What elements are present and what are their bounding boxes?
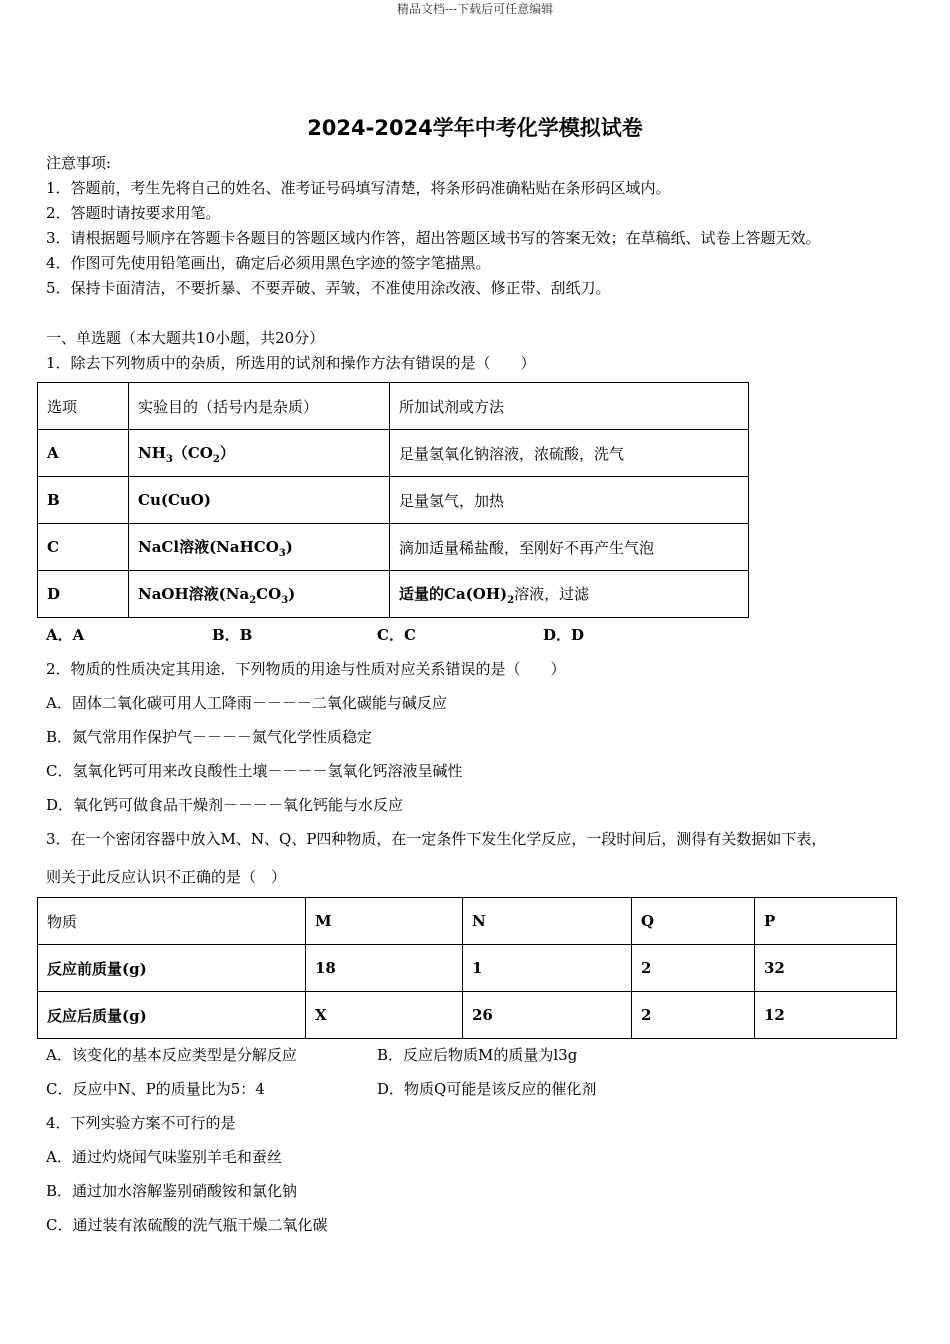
method-cell: 足量氢氧化钠溶液，浓硫酸，洗气 bbox=[390, 430, 749, 477]
table-header-row bbox=[38, 383, 749, 430]
answer-option[interactable]: A．通过灼烧闻气味鉴别羊毛和蚕丝 bbox=[46, 1148, 282, 1166]
table-row bbox=[38, 945, 897, 992]
table-cell: 26 bbox=[463, 992, 632, 1039]
answer-option[interactable]: D．D bbox=[543, 626, 585, 644]
method-cell: 适量的$Ca(OH)_2$溶液，过滤 bbox=[390, 571, 749, 618]
question-3-table bbox=[37, 897, 897, 1039]
table-cell: 1 bbox=[463, 945, 632, 992]
answer-option[interactable]: C．C bbox=[377, 626, 416, 644]
question-2-stem: 2．物质的性质决定其用途．下列物质的用途与性质对应关系错误的是（ ） bbox=[46, 660, 566, 678]
option-cell: B bbox=[38, 477, 129, 524]
target-cell: $NH_3(CO_2)$ bbox=[129, 430, 390, 477]
target-cell: Cu(CuO) bbox=[129, 477, 390, 524]
page-title: 2024-2024学年中考化学模拟试卷 bbox=[307, 116, 643, 140]
question-1-table bbox=[37, 382, 749, 618]
question-3-stem: 3．在一个密闭容器中放入M、N、Q、P四种物质，在一定条件下发生化学反应，一段时间后，测得有关数据如下表， bbox=[46, 830, 827, 848]
table-cell: 2 bbox=[632, 992, 755, 1039]
table-row bbox=[38, 571, 749, 618]
answer-option[interactable]: B．B bbox=[212, 626, 253, 644]
answer-option[interactable]: A．该变化的基本反应类型是分解反应 bbox=[46, 1046, 297, 1064]
target-cell: NaCl溶液(NaHCO$_3$) bbox=[129, 524, 390, 571]
table-cell: 反应前质量(g) bbox=[38, 945, 306, 992]
table-header-cell: 选项 bbox=[38, 383, 129, 430]
question-4-stem: 4．下列实验方案不可行的是 bbox=[46, 1114, 236, 1132]
table-header-cell: 所加试剂或方法 bbox=[390, 383, 749, 430]
header-note: 精品文档---下载后可任意编辑 bbox=[396, 2, 554, 16]
notice-item: 4．作图可先使用铅笔画出，确定后必须用黑色字迹的签字笔描黑。 bbox=[46, 254, 491, 272]
table-cell: 32 bbox=[755, 945, 897, 992]
option-cell: A bbox=[38, 430, 129, 477]
notice-item: 2．答题时请按要求用笔。 bbox=[46, 204, 221, 222]
table-header-row bbox=[38, 898, 897, 945]
option-cell: C bbox=[38, 524, 129, 571]
table-row bbox=[38, 992, 897, 1039]
method-cell: 足量氢气，加热 bbox=[390, 477, 749, 524]
table-header-cell: 物质 bbox=[38, 898, 306, 945]
section-heading: 一、单选题（本大题共10小题，共20分） bbox=[46, 329, 325, 347]
question-1-stem: 1．除去下列物质中的杂质，所选用的试剂和操作方法有错误的是（ ） bbox=[46, 354, 536, 372]
option-cell: D bbox=[38, 571, 129, 618]
method-cell: 滴加适量稀盐酸，至刚好不再产生气泡 bbox=[390, 524, 749, 571]
answer-option[interactable]: C．通过装有浓硫酸的洗气瓶干燥二氧化碳 bbox=[46, 1216, 328, 1234]
table-row bbox=[38, 524, 749, 571]
notice-item: 1．答题前，考生先将自己的姓名、准考证号码填写清楚，将条形码准确粘贴在条形码区域内。 bbox=[46, 179, 671, 197]
answer-option[interactable]: C．反应中N、P的质量比为5：4 bbox=[46, 1080, 265, 1098]
table-cell: 2 bbox=[632, 945, 755, 992]
notice-heading: 注意事项: bbox=[46, 154, 112, 172]
table-cell: 18 bbox=[306, 945, 463, 992]
answer-option[interactable]: A．A bbox=[46, 626, 85, 644]
target-cell: NaOH溶液$(Na_2CO_3)$ bbox=[129, 571, 390, 618]
table-cell: X bbox=[306, 992, 463, 1039]
table-header-cell: M bbox=[306, 898, 463, 945]
answer-option[interactable]: C．氢氧化钙可用来改良酸性土壤－－－－氢氧化钙溶液呈碱性 bbox=[46, 762, 463, 780]
notice-item: 3．请根据题号顺序在答题卡各题目的答题区域内作答，超出答题区域书写的答案无效；在草稿纸、试卷上答题无效。 bbox=[46, 229, 821, 247]
notice-item: 5．保持卡面清洁，不要折暴、不要弄破、弄皱，不准使用涂改液、修正带、刮纸刀。 bbox=[46, 279, 611, 297]
answer-option[interactable]: B．通过加水溶解鉴别硝酸铵和氯化钠 bbox=[46, 1182, 298, 1200]
answer-option[interactable]: B．反应后物质M的质量为l3g bbox=[377, 1046, 578, 1064]
table-cell: 反应后质量(g) bbox=[38, 992, 306, 1039]
answer-option[interactable]: B．氮气常用作保护气－－－－氮气化学性质稳定 bbox=[46, 728, 373, 746]
answer-option[interactable]: D．物质Q可能是该反应的催化剂 bbox=[377, 1080, 597, 1098]
answer-option[interactable]: D．氧化钙可做食品干燥剂－－－－氧化钙能与水反应 bbox=[46, 796, 404, 814]
question-3-stem-cont: 则关于此反应认识不正确的是（ ） bbox=[46, 868, 287, 886]
table-header-cell: 实验目的（括号内是杂质） bbox=[129, 383, 390, 430]
table-header-cell: P bbox=[755, 898, 897, 945]
answer-option[interactable]: A．固体二氧化碳可用人工降雨－－－－二氧化碳能与碱反应 bbox=[46, 694, 447, 712]
table-header-cell: Q bbox=[632, 898, 755, 945]
table-row bbox=[38, 430, 749, 477]
table-header-cell: N bbox=[463, 898, 632, 945]
table-row bbox=[38, 477, 749, 524]
table-cell: 12 bbox=[755, 992, 897, 1039]
